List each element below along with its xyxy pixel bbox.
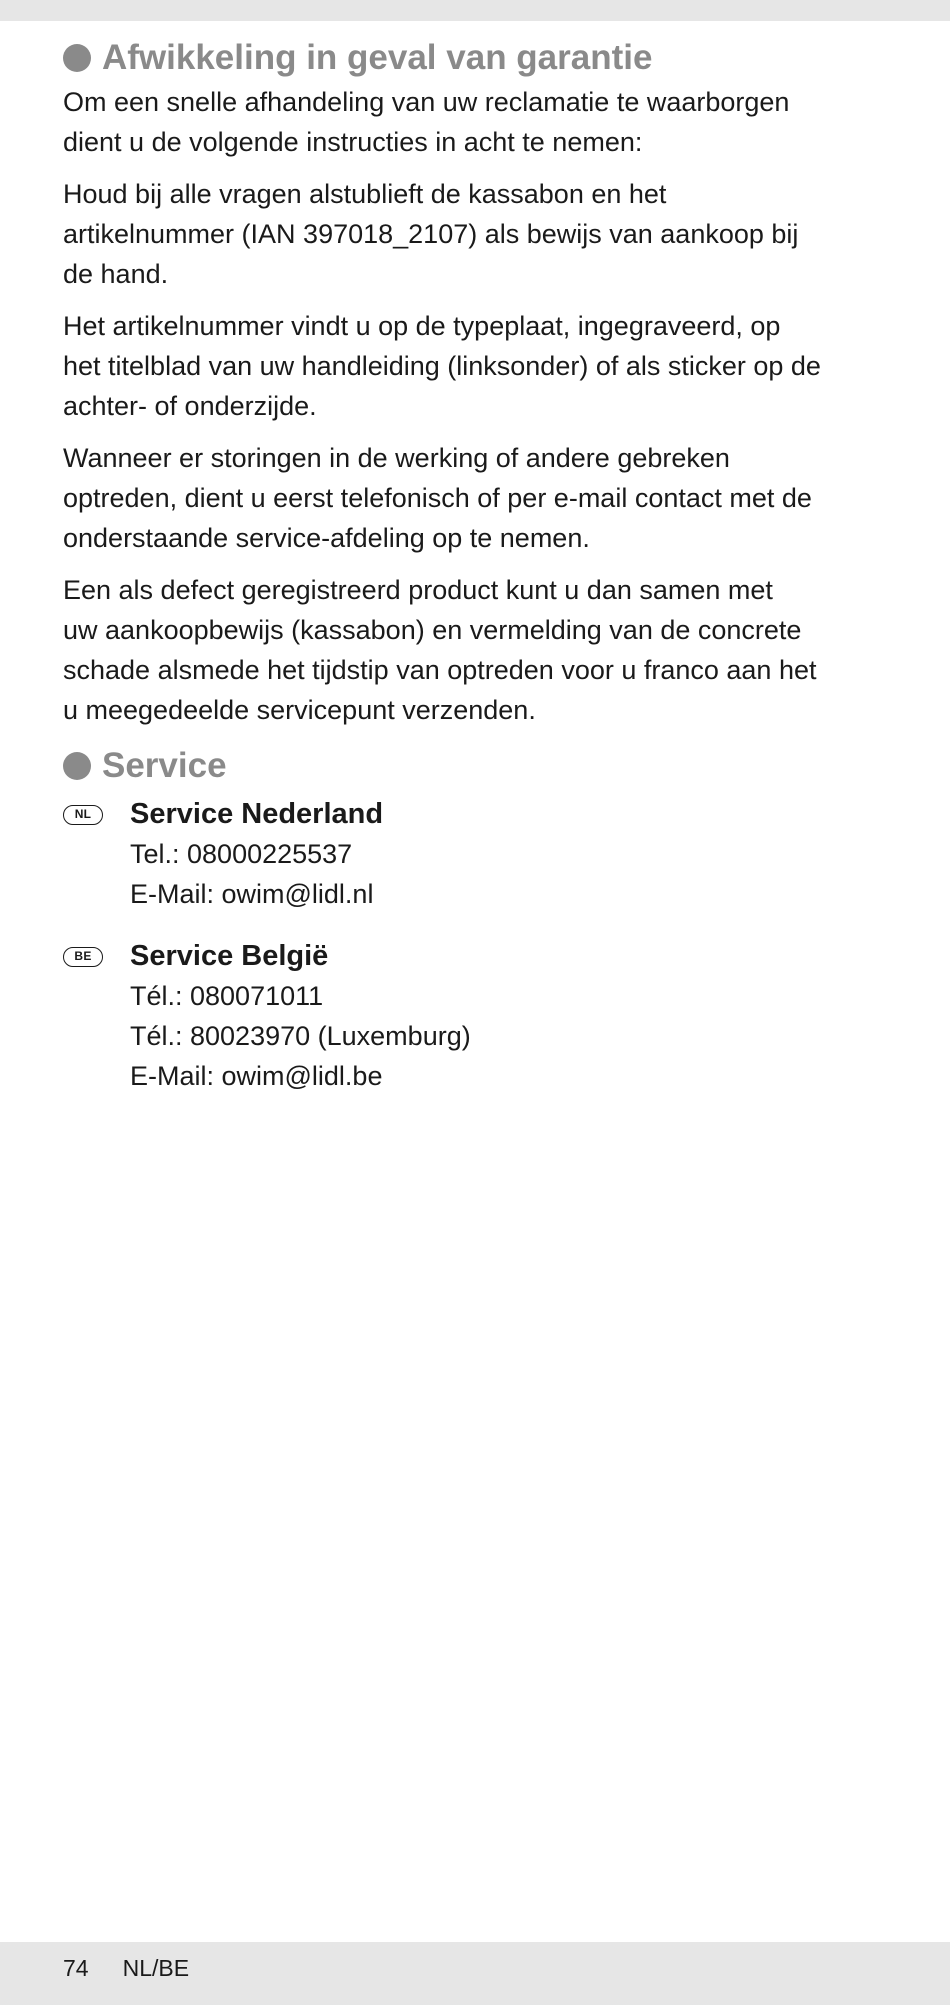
service-be-name: Service België [130, 940, 329, 972]
warranty-heading-text: Afwikkeling in geval van garantie [102, 38, 653, 77]
warranty-paragraph [63, 438, 893, 558]
text-line: schade alsmede het tijdstip van optreden voor u franco aan het [63, 655, 817, 685]
service-nl-phone: Tel.: 08000225537 [130, 839, 353, 869]
bullet-icon [63, 752, 91, 780]
warranty-paragraph [63, 82, 893, 162]
page-number: 74 [63, 1955, 89, 1981]
service-nl-name: Service Nederland [130, 798, 384, 830]
bullet-icon [63, 44, 91, 72]
warranty-paragraph [63, 174, 893, 294]
footer-language: NL/BE [122, 1955, 190, 1981]
top-band [0, 0, 950, 21]
text-line: het titelblad van uw handleiding (linksonder) of als sticker op de [63, 351, 821, 381]
service-be [63, 936, 893, 1096]
service-be-email: E-Mail: owim@lidl.be [130, 1061, 383, 1091]
page-footer [63, 1953, 189, 1983]
service-lu-phone: Tél.: 80023970 (Luxemburg) [130, 1021, 471, 1051]
warranty-heading [63, 34, 893, 82]
service-be-phone: Tél.: 080071011 [130, 981, 324, 1011]
be-badge-icon: BE [63, 947, 103, 967]
warranty-paragraph [63, 306, 893, 426]
text-line: de hand. [63, 259, 169, 289]
text-line: artikelnummer (IAN 397018_2107) als bewijs van aankoop bij [63, 219, 799, 249]
service-nl [63, 794, 893, 914]
text-line: optreden, dient u eerst telefonisch of per e-mail contact met de [63, 483, 812, 513]
text-line: Wanneer er storingen in de werking of andere gebreken [63, 443, 730, 473]
text-line: dient u de volgende instructies in acht te nemen: [63, 127, 643, 157]
page-content [63, 34, 893, 1096]
text-line: uw aankoopbewijs (kassabon) en vermelding van de concrete [63, 615, 802, 645]
service-heading-text: Service [102, 746, 227, 785]
text-line: Het artikelnummer vindt u op de typeplaat, ingegraveerd, op [63, 311, 781, 341]
text-line: Houd bij alle vragen alstublieft de kassabon en het [63, 179, 667, 209]
service-nl-email: E-Mail: owim@lidl.nl [130, 879, 374, 909]
text-line: Een als defect geregistreerd product kunt u dan samen met [63, 575, 773, 605]
nl-badge-icon: NL [63, 805, 103, 825]
text-line: u meegedeelde servicepunt verzenden. [63, 695, 536, 725]
text-line: achter- of onderzijde. [63, 391, 317, 421]
service-heading [63, 742, 893, 790]
text-line: Om een snelle afhandeling van uw reclamatie te waarborgen [63, 87, 790, 117]
warranty-paragraph [63, 570, 893, 730]
text-line: onderstaande service-afdeling op te nemen. [63, 523, 590, 553]
